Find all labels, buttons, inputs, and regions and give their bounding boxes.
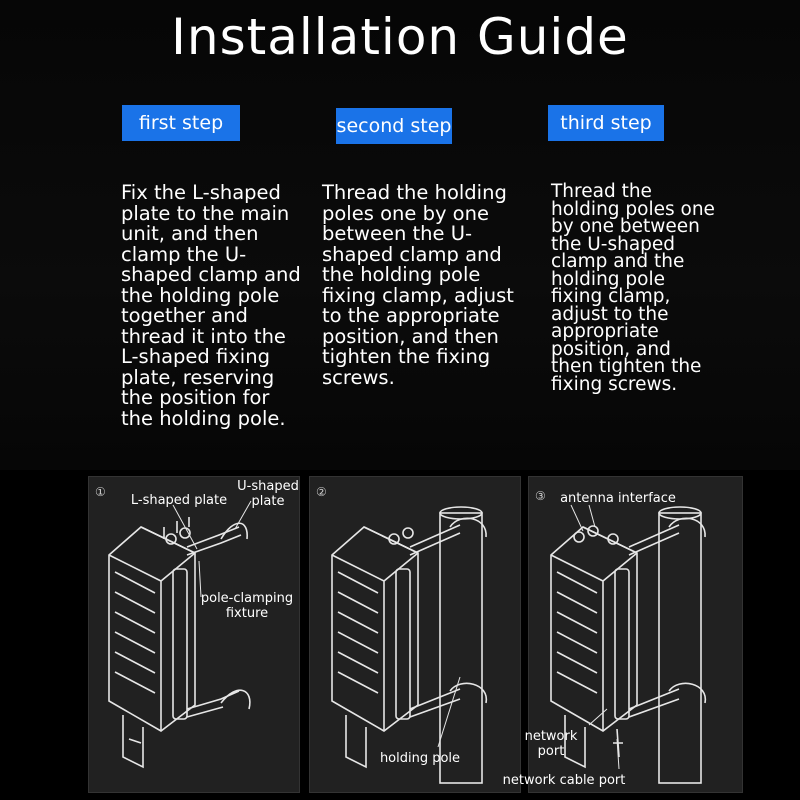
label-holding-pole: holding pole [379,751,461,766]
page-title: Installation Guide [171,8,629,66]
panel-number-1: ① [95,485,106,499]
label-pole-clamping-fixture: pole-clamping fixture [200,591,294,621]
step-3-text: Thread the holding poles one by one between the U-shaped clamp and the holding pole fixing clamp, adjust to the appropriate position, and then tighten the fixing screws. [551,181,715,395]
label-antenna-interface: antenna interface [560,491,676,506]
label-network-cable-port: network cable port [502,773,626,788]
panel-number-2: ② [316,485,327,499]
device-with-pole-drawing [310,477,520,792]
panel-number-3: ③ [535,489,546,503]
diagram-panel-1 [88,476,300,793]
diagram-panel-2 [309,476,521,793]
step-2-badge: second step [336,108,452,144]
diagram-panel-3 [502,476,743,793]
label-l-shaped-plate: L-shaped plate [130,493,228,508]
device-drawing [89,477,299,792]
label-u-shaped-plate: U-shaped plate [237,479,299,509]
label-network-port: network port [524,729,578,759]
step-1-badge: first step [122,105,240,141]
step-1-text: Fix the L-shaped plate to the main unit, and then clamp the U-shaped clamp and the holding pole together and thread it into the L-shaped fixing plate, reserving the position for the holding pole. [121,181,301,430]
step-3-badge: third step [548,105,664,141]
step-2-text: Thread the holding poles one by one between the U-shaped clamp and the holding pole fixing clamp, adjust to the appropriate position, and then tighten the fixing screws. [322,181,514,389]
